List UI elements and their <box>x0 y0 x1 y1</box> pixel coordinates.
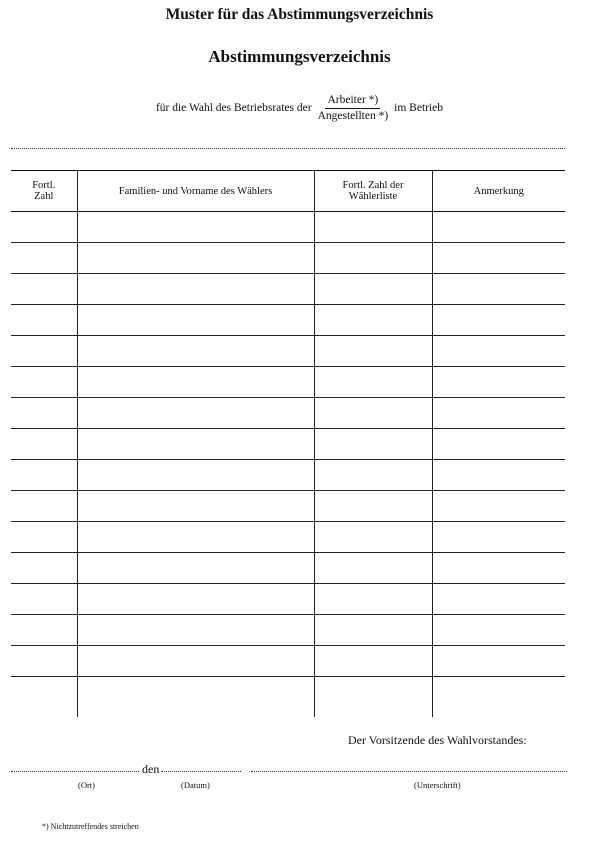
voter-list-number-cell[interactable] <box>314 398 432 429</box>
remark-cell[interactable] <box>432 429 565 460</box>
voter-name-cell[interactable] <box>77 615 314 646</box>
voter-list-number-cell[interactable] <box>314 615 432 646</box>
serial-number-cell[interactable] <box>11 367 77 398</box>
fraction-top: Arbeiter *) <box>325 94 380 109</box>
voter-name-cell[interactable] <box>77 243 314 274</box>
table-body <box>11 212 565 718</box>
table-row <box>11 677 565 718</box>
table-row <box>11 336 565 367</box>
voter-name-cell[interactable] <box>77 305 314 336</box>
voter-name-cell[interactable] <box>77 274 314 305</box>
serial-number-cell[interactable] <box>11 584 77 615</box>
voter-name-cell[interactable] <box>77 367 314 398</box>
table-row <box>11 553 565 584</box>
voter-list-number-cell[interactable] <box>314 243 432 274</box>
serial-number-cell[interactable] <box>11 615 77 646</box>
serial-number-cell[interactable] <box>11 646 77 677</box>
voter-list-number-cell[interactable] <box>314 336 432 367</box>
signature-field[interactable] <box>251 771 567 772</box>
col-header-line1: Fortl. <box>32 180 56 191</box>
col-header-remark <box>432 171 565 212</box>
remark-cell[interactable] <box>432 584 565 615</box>
serial-number-cell[interactable] <box>11 243 77 274</box>
table-row <box>11 212 565 243</box>
voter-list-number-cell[interactable] <box>314 553 432 584</box>
remark-cell[interactable] <box>432 460 565 491</box>
serial-number-cell[interactable] <box>11 553 77 584</box>
company-name-line[interactable] <box>11 148 565 149</box>
table-row <box>11 367 565 398</box>
page-title: Abstimmungsverzeichnis <box>208 47 391 66</box>
chair-label: Der Vorsitzende des Wahlvorstandes: <box>348 733 527 747</box>
remark-cell[interactable] <box>432 212 565 243</box>
voter-list-number-cell[interactable] <box>314 646 432 677</box>
col-header-line2: Zahl <box>34 191 54 202</box>
col-header-line2: Wählerliste <box>348 191 398 202</box>
voter-list-number-cell[interactable] <box>314 522 432 553</box>
remark-cell[interactable] <box>432 367 565 398</box>
voter-list-number-cell[interactable] <box>314 491 432 522</box>
serial-number-cell[interactable] <box>11 429 77 460</box>
pre-title: Muster für das Abstimmungsverzeichnis <box>165 6 434 23</box>
serial-number-cell[interactable] <box>11 212 77 243</box>
place-caption: (Ort) <box>78 780 95 790</box>
col-header-line1: Familien- und Vorname des Wählers <box>118 185 273 197</box>
voter-list-number-cell[interactable] <box>314 460 432 491</box>
voter-name-cell[interactable] <box>77 212 314 243</box>
serial-number-cell[interactable] <box>11 274 77 305</box>
voter-name-cell[interactable] <box>77 460 314 491</box>
col-header-line1: Fortl. Zahl der <box>342 180 404 191</box>
date-field[interactable] <box>161 771 241 772</box>
serial-number-cell[interactable] <box>11 522 77 553</box>
remark-cell[interactable] <box>432 677 565 718</box>
place-field[interactable] <box>11 771 139 772</box>
table-row <box>11 429 565 460</box>
remark-cell[interactable] <box>432 398 565 429</box>
table-row <box>11 460 565 491</box>
table-row <box>11 615 565 646</box>
col-header-serial-number <box>11 171 77 212</box>
voter-list-number-cell[interactable] <box>314 212 432 243</box>
table-row <box>11 243 565 274</box>
subtitle <box>0 90 599 126</box>
subtitle-prefix: für die Wahl des Betriebsrates der <box>155 102 312 114</box>
col-header-line1: Anmerkung <box>473 185 524 197</box>
subtitle-suffix: im Betrieb <box>394 102 444 114</box>
table-row <box>11 522 565 553</box>
table-row <box>11 305 565 336</box>
den-label: den <box>142 762 160 776</box>
remark-cell[interactable] <box>432 553 565 584</box>
voter-name-cell[interactable] <box>77 584 314 615</box>
signature-caption: (Unterschrift) <box>414 780 461 790</box>
serial-number-cell[interactable] <box>11 677 77 718</box>
voter-name-cell[interactable] <box>77 398 314 429</box>
voter-table-grid <box>11 170 565 717</box>
table-row <box>11 646 565 677</box>
serial-number-cell[interactable] <box>11 491 77 522</box>
col-header-voter-list-number <box>314 171 432 212</box>
table-row <box>11 398 565 429</box>
serial-number-cell[interactable] <box>11 460 77 491</box>
remark-cell[interactable] <box>432 305 565 336</box>
voter-table <box>11 170 565 726</box>
voter-name-cell[interactable] <box>77 429 314 460</box>
remark-cell[interactable] <box>432 274 565 305</box>
voter-list-number-cell[interactable] <box>314 677 432 718</box>
date-caption: (Datum) <box>181 780 210 790</box>
voter-name-cell[interactable] <box>77 646 314 677</box>
serial-number-cell[interactable] <box>11 398 77 429</box>
voter-list-number-cell[interactable] <box>314 367 432 398</box>
voter-name-cell[interactable] <box>77 522 314 553</box>
table-row <box>11 584 565 615</box>
remark-cell[interactable] <box>432 243 565 274</box>
remark-cell[interactable] <box>432 646 565 677</box>
voter-list-number-cell[interactable] <box>314 584 432 615</box>
voter-name-cell[interactable] <box>77 677 314 718</box>
remark-cell[interactable] <box>432 522 565 553</box>
remark-cell[interactable] <box>432 491 565 522</box>
voter-name-cell[interactable] <box>77 491 314 522</box>
voter-name-cell[interactable] <box>77 336 314 367</box>
footnote: *) Nichtzutreffendes streichen <box>42 822 139 831</box>
fraction-bottom: Angestellten *) <box>317 109 389 122</box>
worker-type-fraction <box>316 94 391 123</box>
remark-cell[interactable] <box>432 615 565 646</box>
voter-name-cell[interactable] <box>77 553 314 584</box>
voter-list-number-cell[interactable] <box>314 305 432 336</box>
serial-number-cell[interactable] <box>11 305 77 336</box>
table-header-row <box>11 171 565 212</box>
serial-number-cell[interactable] <box>11 336 77 367</box>
table-row <box>11 274 565 305</box>
remark-cell[interactable] <box>432 336 565 367</box>
voter-list-number-cell[interactable] <box>314 274 432 305</box>
table-row <box>11 491 565 522</box>
col-header-voter-name <box>77 171 314 212</box>
voter-list-number-cell[interactable] <box>314 429 432 460</box>
